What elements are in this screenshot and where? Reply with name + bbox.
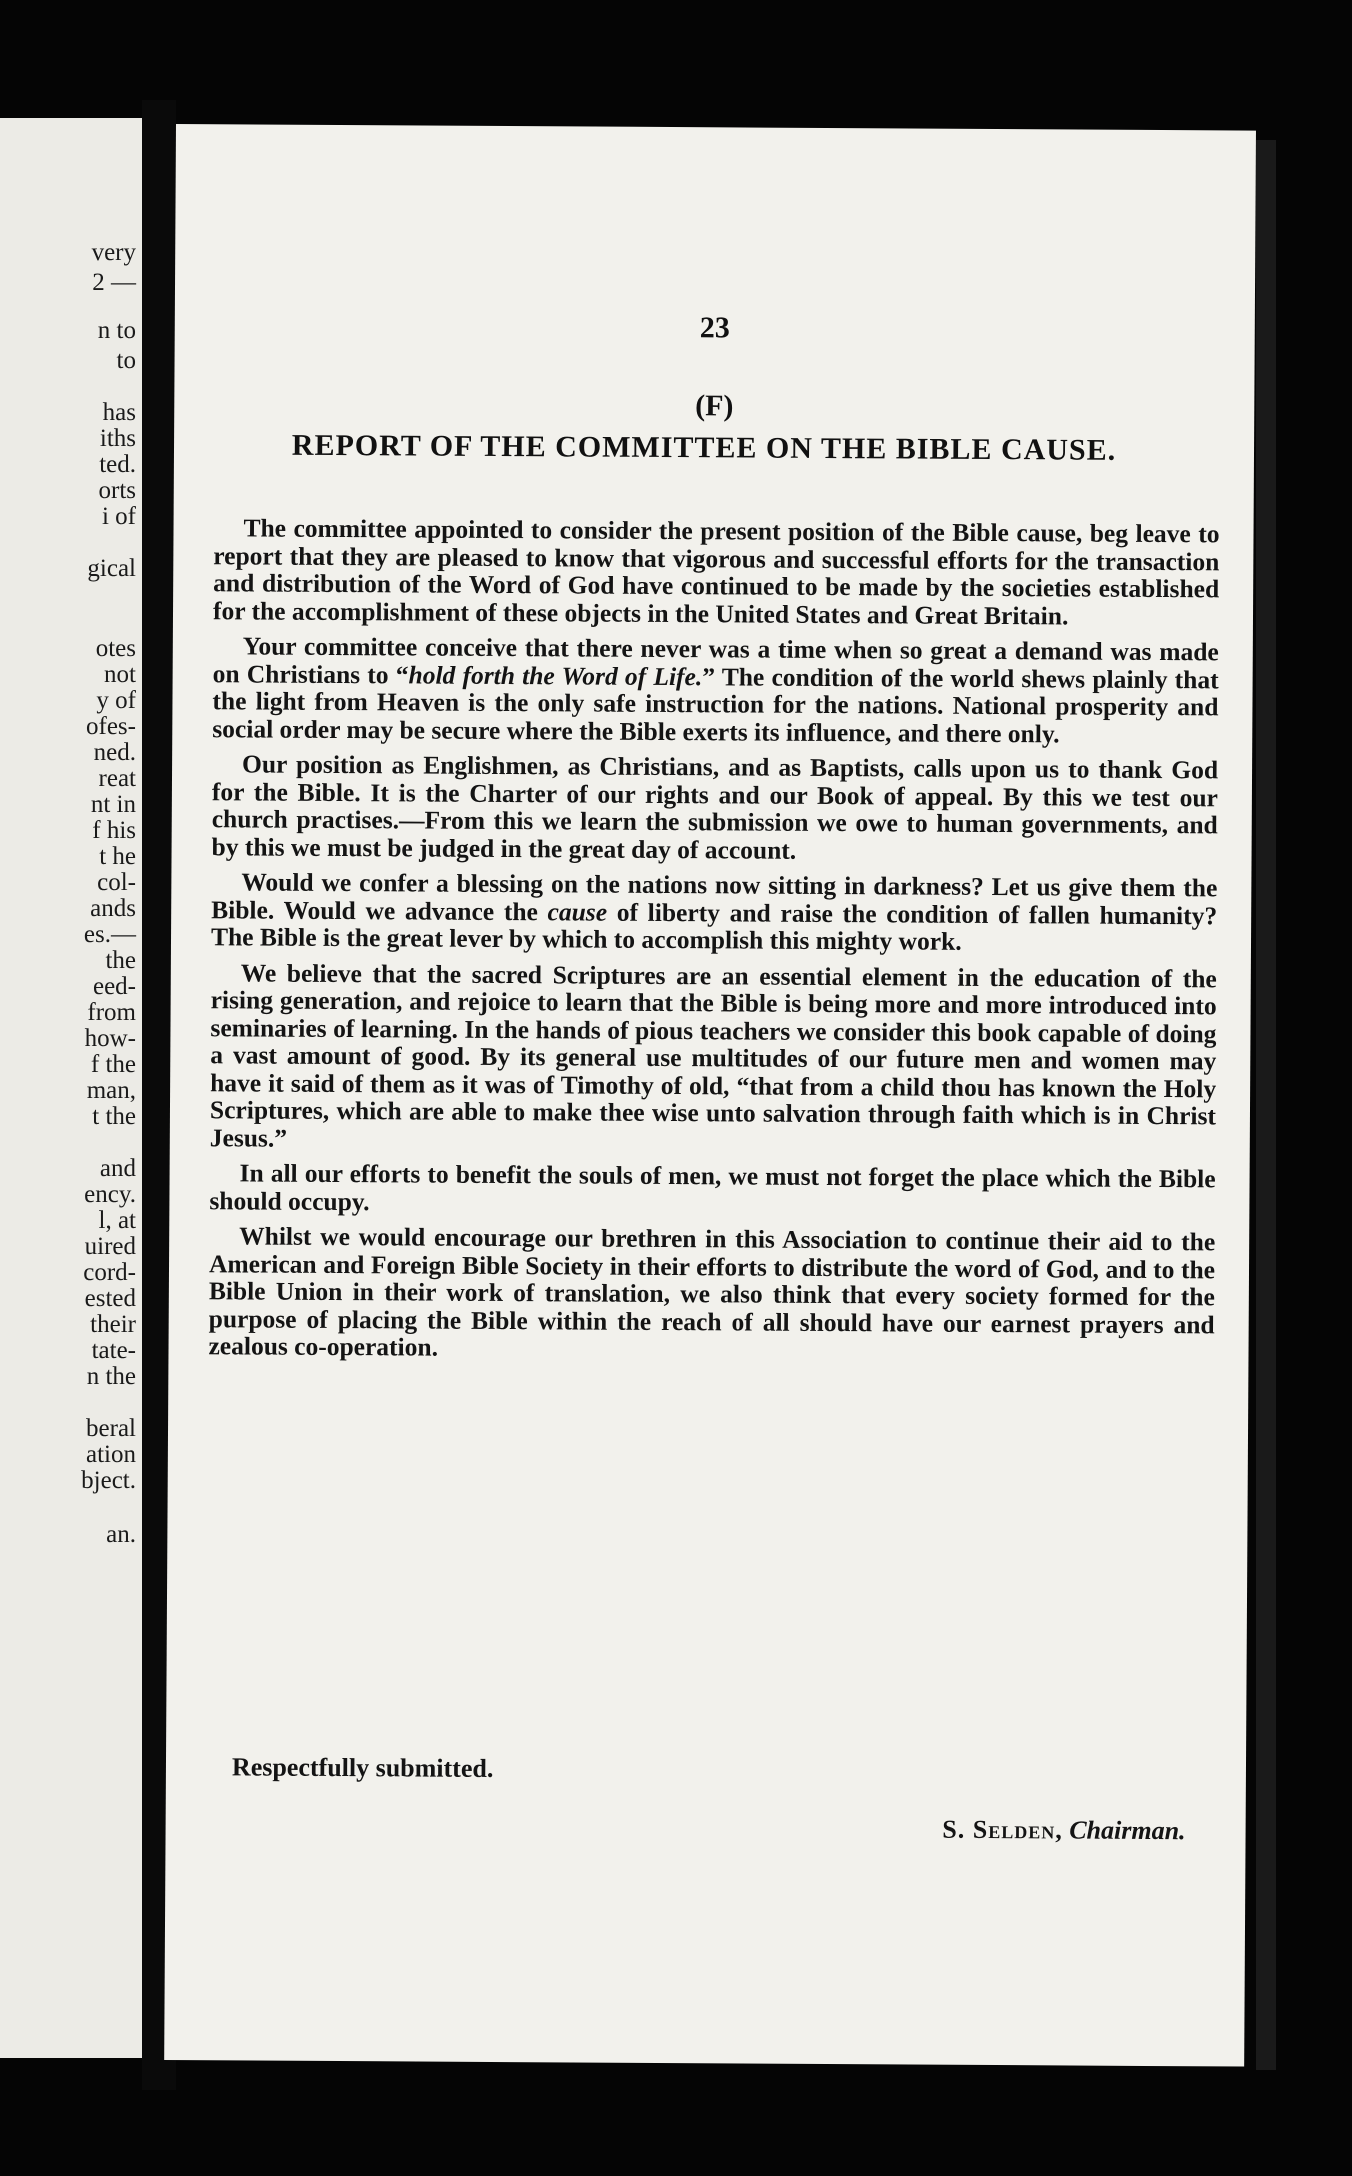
left-page-text-fragment: t the (92, 1103, 136, 1130)
left-page-text-fragment: uired (84, 1233, 136, 1260)
left-page-text-fragment: ested (84, 1285, 136, 1312)
left-page-text-fragment: to (116, 347, 136, 374)
left-page-text-fragment: y of (96, 687, 136, 714)
signature-name: S. Selden, (942, 1814, 1063, 1845)
report-body (208, 514, 1219, 1374)
report-paragraph (213, 514, 1220, 630)
left-page-text-fragment: has (102, 399, 136, 426)
left-page-fragment (0, 118, 142, 2058)
document-page (164, 124, 1256, 2067)
italic-text: cause (547, 896, 608, 927)
left-page-text-fragment: f his (92, 817, 136, 844)
left-page-text-fragment: n the (86, 1363, 136, 1390)
left-page-text-fragment: i of (101, 503, 136, 530)
left-page-text-fragment: ted. (99, 451, 136, 478)
paragraph-text: We believe that the sacred Scriptures are an essential element in the education of the rising generation, and rejoice to learn that the Bible is being more and more introduced into seminaries of learning. In the hands of pious teachers we consider this book capable of doing a vast amount of good. By its general use multitudes of our future men and women may have it said of them as it was of Timothy of old, “that from a child thou has known the Holy Scriptures, which are able to make thee wise unto salvation through faith which is in Christ Jesus.” (209, 957, 1217, 1153)
left-page-text-fragment: not (104, 661, 136, 688)
left-page-text-fragment: gical (87, 555, 136, 582)
left-page-text-fragment: n to (97, 317, 136, 344)
left-page-text-fragment: an. (106, 1521, 136, 1548)
paragraph-text: Whilst we would encourage our brethren in this Association to continue their aid to the American and Foreign Bible Society in their efforts to distribute the word of God, and to the Bible Union in their work of translation, we also think that every society formed for the purpose of placing the Bible within the reach of all should have our earnest prayers and zealous co-operation. (208, 1221, 1216, 1362)
paragraph-text: ” The condition of the world shews plainly that the light from Heaven is the only safe instruction for the nations. National prosperity and social order may be secure where the Bible exerts its influence, and there only. (212, 661, 1219, 748)
left-page-text-fragment: bject. (81, 1467, 136, 1494)
left-page-text-fragment: from (87, 999, 136, 1026)
signature (942, 1815, 1185, 1846)
report-heading: REPORT OF THE COMMITTEE ON THE BIBLE CAUSE. (291, 428, 1117, 467)
left-page-text-fragment: beral (86, 1415, 136, 1442)
italic-text: hold forth the Word of Life. (408, 659, 703, 691)
report-paragraph (212, 632, 1219, 748)
paragraph-text: Your committee conceive that there never was a time when so great a demand was made on Christians to “ (212, 631, 1219, 689)
left-page-text-fragment: ation (86, 1441, 136, 1468)
left-page-text-fragment: how- (84, 1025, 136, 1052)
left-page-text-fragment: ned. (93, 739, 136, 766)
left-page-text-fragment: 2 — (92, 269, 136, 296)
left-page-text-fragment: man, (86, 1077, 136, 1104)
report-paragraph (208, 1222, 1215, 1366)
page-number: 23 (699, 311, 730, 345)
paragraph-text: of liberty and raise the condition of fallen humanity? The Bible is the great lever by which to accomplish this mighty work. (210, 897, 1218, 956)
left-page-text-fragment: col- (97, 869, 136, 896)
left-page-text-fragment: and (99, 1155, 136, 1182)
signature-title: Chairman. (1069, 1815, 1186, 1846)
left-page-text-fragment: eed- (92, 973, 136, 1000)
left-page-text-fragment: es.— (83, 921, 136, 948)
paragraph-text: In all our efforts to benefit the souls of men, we must not forget the place which the Bible should occupy. (209, 1158, 1216, 1216)
left-page-text-fragment: otes (95, 635, 136, 662)
left-page-text-fragment: t he (99, 843, 136, 870)
section-letter: (F) (695, 389, 734, 423)
left-page-text-fragment: reat (98, 765, 136, 792)
left-page-text-fragment: their (90, 1311, 136, 1338)
report-paragraph (210, 959, 1217, 1158)
left-page-text-fragment: ofes- (86, 713, 136, 740)
report-paragraph (212, 750, 1219, 866)
left-page-text-fragment: orts (98, 477, 136, 504)
left-page-text-fragment: l, at (98, 1207, 136, 1234)
left-page-text-fragment: cord- (83, 1259, 136, 1286)
left-page-text-fragment: iths (99, 425, 136, 452)
left-page-text-fragment: the (105, 947, 136, 974)
page-edge (1256, 140, 1276, 2070)
left-page-text-fragment: very (91, 239, 136, 266)
left-page-text-fragment: tate- (91, 1337, 136, 1364)
left-page-text-fragment: ands (90, 895, 136, 922)
report-paragraph (209, 1159, 1215, 1220)
left-page-text-fragment: f the (90, 1051, 136, 1078)
left-page-text-fragment: ency. (84, 1181, 136, 1208)
left-page-text-fragment: nt in (90, 791, 136, 818)
paragraph-text: Would we confer a blessing on the nations now sitting in darkness? Let us give them the Bible. Would we advance the (211, 867, 1218, 926)
report-paragraph (211, 868, 1217, 957)
paragraph-text: Our position as Englishmen, as Christians, and as Baptists, calls upon us to thank God for the Bible. It is the Charter of our rights and our Book of appeal. By this we test our church practises.—From this we learn the submission we owe to human governments, and by this we must be judged in the great day of account. (211, 749, 1219, 865)
closing-line: Respectfully submitted. (231, 1752, 494, 1783)
paragraph-text: The committee appointed to consider the present position of the Bible cause, beg leave to report that they are pleased to know that vigorous and successful efforts for the transaction and distribution of the Word of God have continued to be made by the societies established for the accomplishment of these objects in the United States and Great Britain. (212, 513, 1220, 630)
